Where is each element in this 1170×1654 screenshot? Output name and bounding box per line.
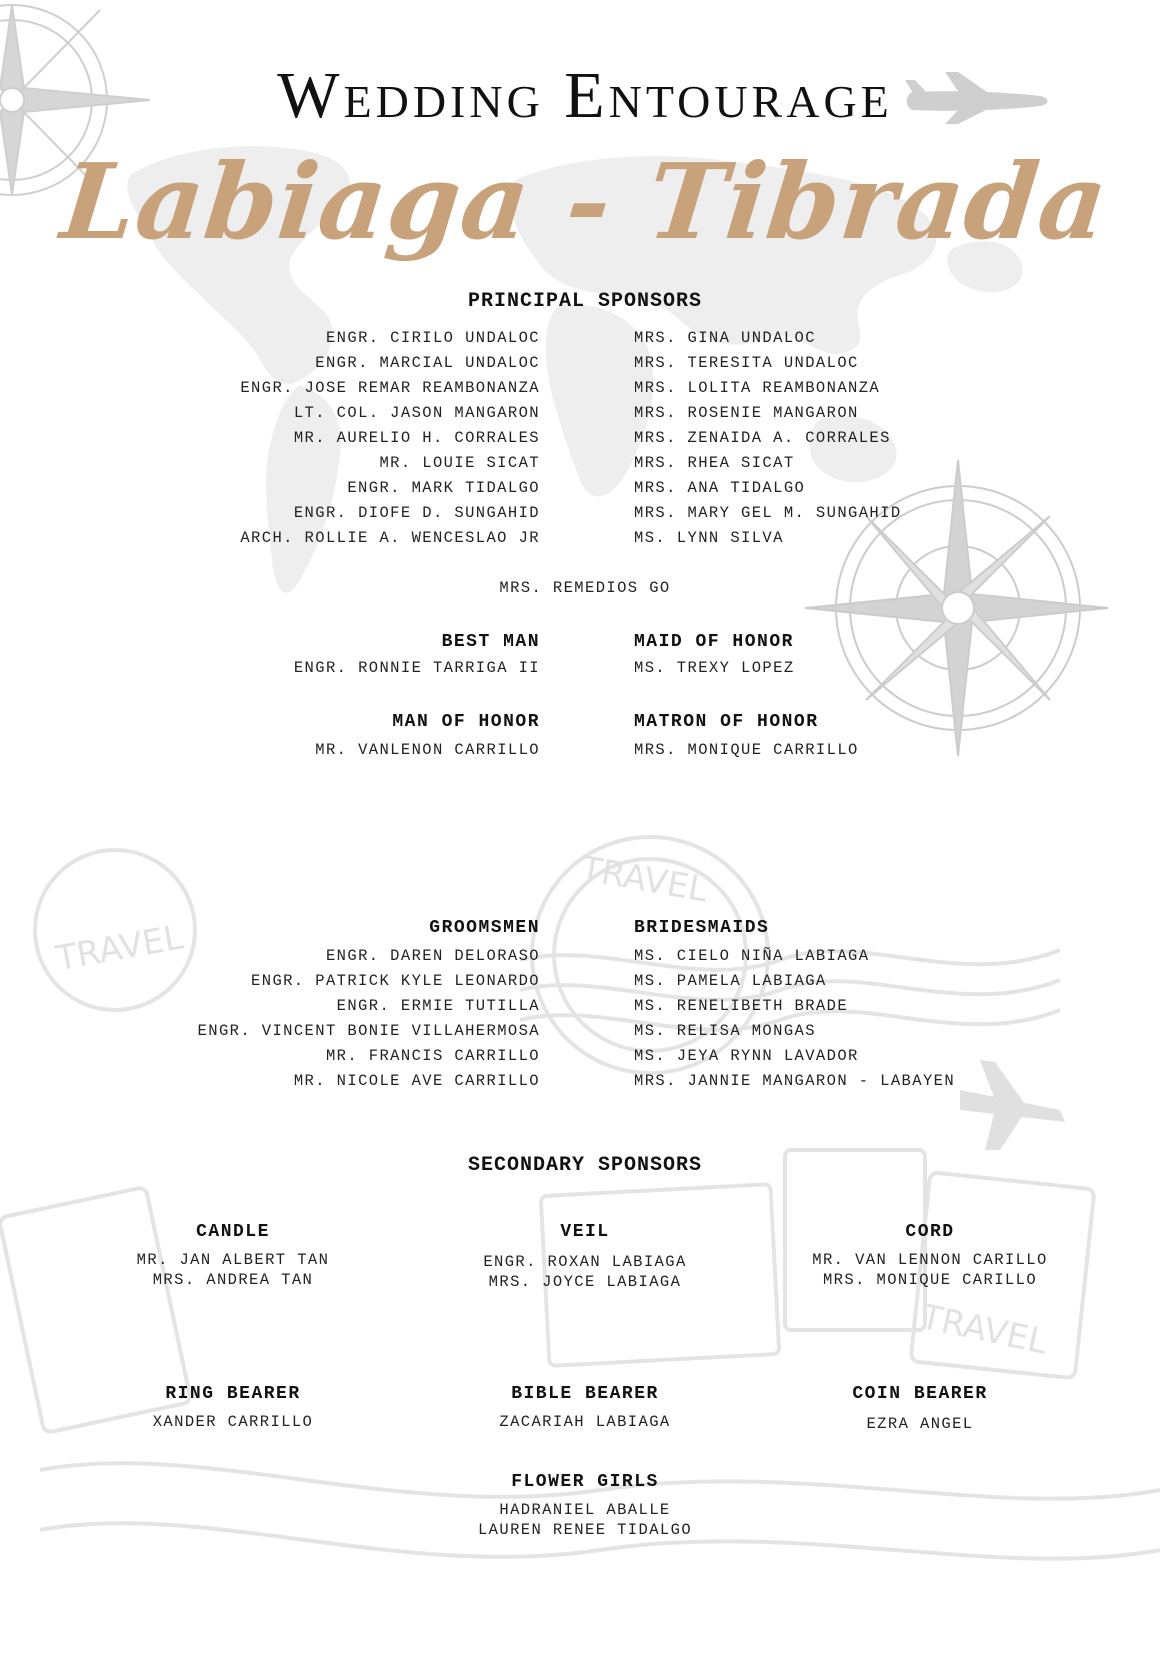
cord-section [780, 1222, 1080, 1290]
candle-section [113, 1222, 353, 1290]
list-item: MS. JEYA RYNN LAVADOR [634, 1047, 859, 1065]
maid-of-honor-heading: MAID OF HONOR [634, 632, 794, 652]
list-item: MR. FRANCIS CARRILLO [325, 1047, 540, 1065]
matron-of-honor-section [634, 712, 859, 763]
bible-bearer-heading: BIBLE BEARER [511, 1384, 659, 1404]
principal-sponsor-extra: MRS. REMEDIOS GO [499, 579, 671, 597]
list-item: MS. RELISA MONGAS [634, 1022, 816, 1040]
man-of-honor-heading: MAN OF HONOR [392, 712, 540, 732]
list-item: ENGR. ERMIE TUTILLA [336, 997, 540, 1015]
ring-bearer-name: XANDER CARRILLO [152, 1413, 314, 1431]
list-item: MRS. ANDREA TAN [152, 1271, 314, 1289]
matron-of-honor-heading: MATRON OF HONOR [634, 712, 819, 732]
coin-bearer-section [800, 1384, 1040, 1434]
list-item: ENGR. PATRICK KYLE LEONARDO [251, 972, 540, 990]
list-item: MR. VAN LENNON CARILLO [812, 1251, 1048, 1269]
list-item: MRS. ANA TIDALGO [634, 479, 806, 497]
list-item: ENGR. MARCIAL UNDALOC [315, 354, 540, 372]
list-item: MRS. ZENAIDA A. CORRALES [634, 429, 891, 447]
best-man-heading: BEST MAN [441, 632, 540, 652]
principal-sponsors-women [634, 326, 902, 551]
list-item: MRS. ROSENIE MANGARON [634, 404, 859, 422]
man-of-honor-section [315, 712, 540, 763]
list-item: LAUREN RENEE TIDALGO [477, 1521, 693, 1539]
list-item: MS. RENELIBETH BRADE [634, 997, 849, 1015]
list-item: MS. PAMELA LABIAGA [634, 972, 827, 990]
candle-heading: CANDLE [196, 1222, 270, 1242]
list-item: MS. CIELO NIÑA LABIAGA [634, 947, 870, 965]
principal-sponsors-men [240, 326, 540, 551]
list-item: MRS. JANNIE MANGARON - LABAYEN [634, 1072, 956, 1090]
cord-heading: CORD [905, 1222, 955, 1242]
matron-of-honor-name: MRS. MONIQUE CARRILLO [634, 741, 859, 759]
list-item: ENGR. ROXAN LABIAGA [483, 1253, 687, 1271]
list-item: MR. LOUIE SICAT [379, 454, 540, 472]
list-item: ARCH. ROLLIE A. WENCESLAO JR [240, 529, 540, 547]
groomsmen-section [198, 918, 540, 1094]
groomsmen-heading: GROOMSMEN [429, 918, 540, 938]
list-item: ENGR. DAREN DELORASO [325, 947, 540, 965]
secondary-sponsors-heading: SECONDARY SPONSORS [467, 1154, 703, 1177]
maid-of-honor-name: MS. TREXY LOPEZ [634, 659, 795, 677]
list-item: LT. COL. JASON MANGARON [293, 404, 540, 422]
list-item: MR. JAN ALBERT TAN [136, 1251, 330, 1269]
flower-girls-section [430, 1472, 740, 1540]
bridesmaids-section [634, 918, 955, 1094]
list-item: MR. AURELIO H. CORRALES [293, 429, 540, 447]
list-item: MRS. GINA UNDALOC [634, 329, 816, 347]
ring-bearer-heading: RING BEARER [165, 1384, 301, 1404]
list-item: ENGR. CIRILO UNDALOC [325, 329, 540, 347]
list-item: ENGR. JOSE REMAR REAMBONANZA [240, 379, 540, 397]
list-item: MRS. TERESITA UNDALOC [634, 354, 859, 372]
man-of-honor-name: MR. VANLENON CARRILLO [315, 741, 540, 759]
bible-bearer-section [445, 1384, 725, 1432]
coin-bearer-name: EZRA ANGEL [866, 1415, 974, 1433]
best-man-section [294, 632, 540, 681]
best-man-name: ENGR. RONNIE TARRIGA II [293, 659, 540, 677]
bridesmaids-heading: BRIDESMAIDS [634, 918, 770, 938]
veil-section [445, 1222, 725, 1292]
list-item: MR. NICOLE AVE CARRILLO [293, 1072, 540, 1090]
list-item: ENGR. MARK TIDALGO [347, 479, 540, 497]
list-item: HADRANIEL ABALLE [499, 1501, 671, 1519]
flower-girls-heading: FLOWER GIRLS [511, 1472, 659, 1492]
ring-bearer-section [113, 1384, 353, 1432]
list-item: MS. LYNN SILVA [634, 529, 784, 547]
couple-names: Labiaga - Tibrada [56, 140, 1114, 263]
list-item: ENGR. DIOFE D. SUNGAHID [293, 504, 540, 522]
list-item: MRS. LOLITA REAMBONANZA [634, 379, 881, 397]
list-item: MRS. RHEA SICAT [634, 454, 795, 472]
list-item: ENGR. VINCENT BONIE VILLAHERMOSA [197, 1022, 540, 1040]
principal-sponsors-heading: PRINCIPAL SPONSORS [467, 290, 703, 313]
list-item: MRS. MONIQUE CARILLO [822, 1271, 1038, 1289]
list-item: MRS. MARY GEL M. SUNGAHID [634, 504, 902, 522]
svg-text:TRAVEL: TRAVEL [577, 848, 711, 911]
page-title: Wedding Entourage [277, 59, 893, 132]
svg-text:TRAVEL: TRAVEL [53, 917, 186, 980]
bible-bearer-name: ZACARIAH LABIAGA [499, 1413, 671, 1431]
coin-bearer-heading: COIN BEARER [852, 1384, 988, 1404]
svg-text:TRAVEL: TRAVEL [917, 1296, 1051, 1363]
maid-of-honor-section [634, 632, 795, 681]
list-item: MRS. JOYCE LABIAGA [488, 1273, 682, 1291]
veil-heading: VEIL [560, 1222, 610, 1242]
